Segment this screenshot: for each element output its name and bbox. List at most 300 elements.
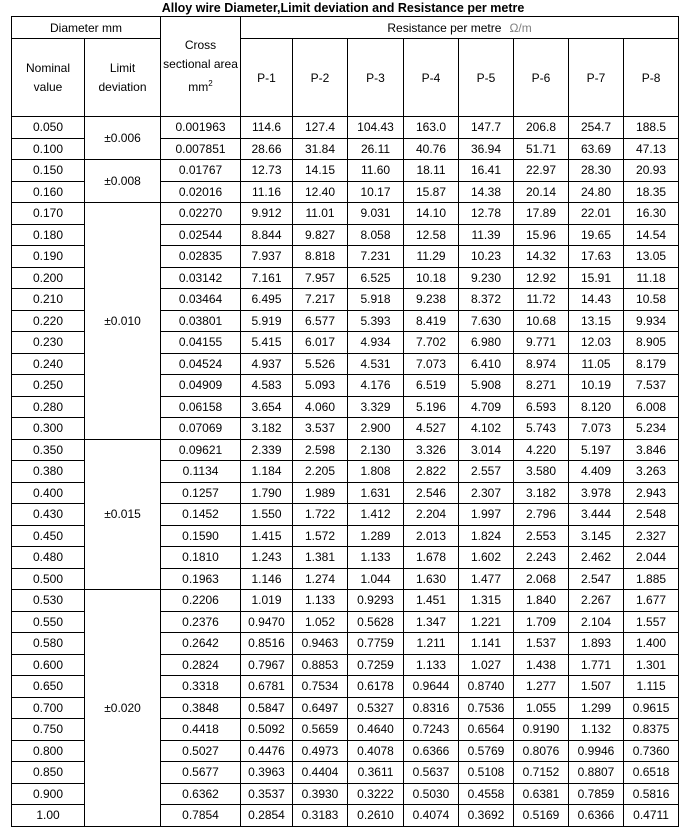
resistance-cell: 0.6366: [569, 805, 624, 827]
resistance-cell: 4.527: [404, 418, 459, 440]
resistance-cell: 3.978: [569, 482, 624, 504]
resistance-cell: 12.40: [293, 181, 348, 203]
resistance-cell: 26.11: [348, 138, 404, 160]
resistance-cell: 0.3183: [293, 805, 348, 827]
resistance-cell: 2.547: [569, 568, 624, 590]
table-row: [12, 160, 679, 182]
resistance-cell: 3.444: [569, 504, 624, 526]
header-grade: P-6: [514, 39, 569, 117]
resistance-cell: 5.415: [241, 332, 293, 354]
resistance-cell: 1.133: [404, 654, 459, 676]
area-cell: 0.5027: [161, 740, 241, 762]
resistance-cell: 14.43: [569, 289, 624, 311]
resistance-cell: 0.5769: [459, 740, 514, 762]
resistance-cell: 0.3611: [348, 762, 404, 784]
resistance-cell: 1.885: [624, 568, 679, 590]
resistance-cell: 1.824: [459, 525, 514, 547]
resistance-cell: 8.271: [514, 375, 569, 397]
area-cell: 0.04155: [161, 332, 241, 354]
resistance-cell: 6.525: [348, 267, 404, 289]
area-cell: 0.03464: [161, 289, 241, 311]
area-cell: 0.06158: [161, 396, 241, 418]
resistance-cell: 4.220: [514, 439, 569, 461]
resistance-cell: 14.32: [514, 246, 569, 268]
resistance-cell: 1.347: [404, 611, 459, 633]
resistance-cell: 0.5108: [459, 762, 514, 784]
nominal-cell: 0.600: [12, 654, 85, 676]
resistance-cell: 15.96: [514, 224, 569, 246]
resistance-cell: 5.526: [293, 353, 348, 375]
resistance-cell: 28.66: [241, 138, 293, 160]
resistance-cell: 14.15: [293, 160, 348, 182]
resistance-cell: 0.6497: [293, 697, 348, 719]
resistance-cell: 63.69: [569, 138, 624, 160]
resistance-cell: 2.205: [293, 461, 348, 483]
resistance-cell: 0.7152: [514, 762, 569, 784]
header-cross-section-label: Cross sectional area mm: [163, 38, 238, 94]
table-row: [12, 439, 679, 461]
area-cell: 0.02016: [161, 181, 241, 203]
resistance-cell: 0.3963: [241, 762, 293, 784]
resistance-cell: 22.97: [514, 160, 569, 182]
nominal-cell: 0.050: [12, 117, 85, 139]
resistance-cell: 0.8375: [624, 719, 679, 741]
resistance-cell: 1.630: [404, 568, 459, 590]
resistance-cell: 6.410: [459, 353, 514, 375]
resistance-cell: 5.197: [569, 439, 624, 461]
resistance-cell: 1.771: [569, 654, 624, 676]
resistance-cell: 5.393: [348, 310, 404, 332]
area-cell: 0.2206: [161, 590, 241, 612]
resistance-cell: 6.519: [404, 375, 459, 397]
resistance-cell: 7.937: [241, 246, 293, 268]
resistance-cell: 0.8740: [459, 676, 514, 698]
area-cell: 0.4418: [161, 719, 241, 741]
resistance-cell: 1.243: [241, 547, 293, 569]
resistance-cell: 1.052: [293, 611, 348, 633]
resistance-cell: 17.89: [514, 203, 569, 225]
resistance-cell: 20.93: [624, 160, 679, 182]
resistance-cell: 9.827: [293, 224, 348, 246]
area-cell: 0.007851: [161, 138, 241, 160]
nominal-cell: 0.280: [12, 396, 85, 418]
nominal-cell: 0.430: [12, 504, 85, 526]
resistance-cell: 31.84: [293, 138, 348, 160]
resistance-cell: 6.980: [459, 332, 514, 354]
resistance-cell: 1.132: [569, 719, 624, 741]
resistance-cell: 5.196: [404, 396, 459, 418]
resistance-cell: 20.14: [514, 181, 569, 203]
header-grade: P-3: [348, 39, 404, 117]
resistance-cell: 1.412: [348, 504, 404, 526]
header-grade: P-7: [569, 39, 624, 117]
nominal-cell: 1.00: [12, 805, 85, 827]
resistance-cell: 9.031: [348, 203, 404, 225]
area-cell: 0.01767: [161, 160, 241, 182]
header-nominal: Nominal value: [12, 39, 85, 117]
resistance-cell: 0.6564: [459, 719, 514, 741]
resistance-cell: 11.29: [404, 246, 459, 268]
resistance-cell: 0.7859: [569, 783, 624, 805]
resistance-table: [11, 16, 679, 827]
resistance-cell: 1.019: [241, 590, 293, 612]
resistance-cell: 0.6381: [514, 783, 569, 805]
resistance-cell: 51.71: [514, 138, 569, 160]
nominal-cell: 0.380: [12, 461, 85, 483]
nominal-cell: 0.800: [12, 740, 85, 762]
resistance-cell: 1.677: [624, 590, 679, 612]
resistance-cell: 0.4973: [293, 740, 348, 762]
resistance-cell: 36.94: [459, 138, 514, 160]
resistance-cell: 0.3537: [241, 783, 293, 805]
resistance-cell: 13.15: [569, 310, 624, 332]
resistance-cell: 9.934: [624, 310, 679, 332]
resistance-cell: 6.593: [514, 396, 569, 418]
resistance-cell: 1.507: [569, 676, 624, 698]
resistance-cell: 0.4711: [624, 805, 679, 827]
area-cell: 0.02544: [161, 224, 241, 246]
resistance-cell: 1.115: [624, 676, 679, 698]
nominal-cell: 0.200: [12, 267, 85, 289]
resistance-cell: 4.937: [241, 353, 293, 375]
resistance-cell: 2.339: [241, 439, 293, 461]
resistance-cell: 1.550: [241, 504, 293, 526]
resistance-cell: 1.808: [348, 461, 404, 483]
resistance-cell: 2.307: [459, 482, 514, 504]
resistance-cell: 1.572: [293, 525, 348, 547]
resistance-cell: 1.146: [241, 568, 293, 590]
nominal-cell: 0.240: [12, 353, 85, 375]
nominal-cell: 0.170: [12, 203, 85, 225]
area-cell: 0.2642: [161, 633, 241, 655]
resistance-cell: 5.918: [348, 289, 404, 311]
resistance-cell: 24.80: [569, 181, 624, 203]
resistance-cell: 8.179: [624, 353, 679, 375]
resistance-cell: 12.73: [241, 160, 293, 182]
resistance-cell: 0.5847: [241, 697, 293, 719]
resistance-cell: 47.13: [624, 138, 679, 160]
resistance-cell: 5.234: [624, 418, 679, 440]
deviation-cell: ±0.006: [85, 117, 161, 160]
resistance-cell: 2.044: [624, 547, 679, 569]
resistance-cell: 0.4476: [241, 740, 293, 762]
resistance-cell: 0.7360: [624, 740, 679, 762]
header-grade: P-1: [241, 39, 293, 117]
resistance-cell: 1.381: [293, 547, 348, 569]
resistance-cell: 0.9615: [624, 697, 679, 719]
resistance-cell: 1.477: [459, 568, 514, 590]
resistance-cell: 8.058: [348, 224, 404, 246]
area-cell: 0.001963: [161, 117, 241, 139]
header-resistance-unit: Ω/m: [509, 20, 532, 35]
resistance-cell: 0.7967: [241, 654, 293, 676]
resistance-cell: 8.372: [459, 289, 514, 311]
resistance-cell: 2.796: [514, 504, 569, 526]
resistance-cell: 0.4078: [348, 740, 404, 762]
resistance-cell: 2.943: [624, 482, 679, 504]
resistance-cell: 28.30: [569, 160, 624, 182]
resistance-cell: 15.91: [569, 267, 624, 289]
resistance-cell: 0.5659: [293, 719, 348, 741]
resistance-cell: 11.60: [348, 160, 404, 182]
resistance-cell: 11.05: [569, 353, 624, 375]
resistance-cell: 2.462: [569, 547, 624, 569]
resistance-cell: 19.65: [569, 224, 624, 246]
area-cell: 0.02835: [161, 246, 241, 268]
nominal-cell: 0.550: [12, 611, 85, 633]
resistance-cell: 2.548: [624, 504, 679, 526]
resistance-cell: 18.11: [404, 160, 459, 182]
resistance-cell: 18.35: [624, 181, 679, 203]
area-cell: 0.03142: [161, 267, 241, 289]
resistance-cell: 1.840: [514, 590, 569, 612]
resistance-cell: 10.58: [624, 289, 679, 311]
resistance-cell: 2.900: [348, 418, 404, 440]
area-cell: 0.3848: [161, 697, 241, 719]
resistance-cell: 0.3692: [459, 805, 514, 827]
resistance-cell: 0.5092: [241, 719, 293, 741]
area-cell: 0.07069: [161, 418, 241, 440]
resistance-cell: 1.221: [459, 611, 514, 633]
resistance-cell: 0.3930: [293, 783, 348, 805]
resistance-cell: 5.743: [514, 418, 569, 440]
resistance-cell: 3.846: [624, 439, 679, 461]
resistance-cell: 0.3222: [348, 783, 404, 805]
resistance-cell: 0.4640: [348, 719, 404, 741]
resistance-cell: 1.315: [459, 590, 514, 612]
resistance-cell: 3.537: [293, 418, 348, 440]
resistance-cell: 4.583: [241, 375, 293, 397]
resistance-cell: 1.055: [514, 697, 569, 719]
resistance-cell: 2.130: [348, 439, 404, 461]
resistance-cell: 0.4558: [459, 783, 514, 805]
resistance-cell: 4.531: [348, 353, 404, 375]
resistance-cell: 0.5628: [348, 611, 404, 633]
resistance-cell: 1.893: [569, 633, 624, 655]
resistance-cell: 0.6366: [404, 740, 459, 762]
nominal-cell: 0.210: [12, 289, 85, 311]
resistance-cell: 16.41: [459, 160, 514, 182]
resistance-cell: 2.553: [514, 525, 569, 547]
resistance-cell: 3.329: [348, 396, 404, 418]
area-cell: 0.1452: [161, 504, 241, 526]
resistance-cell: 5.093: [293, 375, 348, 397]
resistance-cell: 1.400: [624, 633, 679, 655]
resistance-cell: 12.58: [404, 224, 459, 246]
resistance-cell: 7.073: [404, 353, 459, 375]
resistance-cell: 2.822: [404, 461, 459, 483]
resistance-cell: 6.008: [624, 396, 679, 418]
resistance-cell: 1.451: [404, 590, 459, 612]
resistance-cell: 8.120: [569, 396, 624, 418]
nominal-cell: 0.220: [12, 310, 85, 332]
deviation-cell: ±0.015: [85, 439, 161, 590]
resistance-cell: 3.263: [624, 461, 679, 483]
resistance-cell: 1.211: [404, 633, 459, 655]
header-grade: P-2: [293, 39, 348, 117]
resistance-cell: 0.8853: [293, 654, 348, 676]
resistance-cell: 1.631: [348, 482, 404, 504]
resistance-cell: 9.230: [459, 267, 514, 289]
resistance-cell: 4.102: [459, 418, 514, 440]
header-grade: P-5: [459, 39, 514, 117]
resistance-cell: 14.54: [624, 224, 679, 246]
resistance-cell: 3.182: [241, 418, 293, 440]
header-resistance-group: [241, 17, 679, 39]
header-cross-section-sup: 2: [208, 79, 213, 88]
header-grade: P-4: [404, 39, 459, 117]
resistance-cell: 1.044: [348, 568, 404, 590]
resistance-cell: 17.63: [569, 246, 624, 268]
resistance-cell: 2.327: [624, 525, 679, 547]
resistance-cell: 1.274: [293, 568, 348, 590]
resistance-cell: 8.419: [404, 310, 459, 332]
resistance-cell: 188.5: [624, 117, 679, 139]
area-cell: 0.04524: [161, 353, 241, 375]
resistance-cell: 0.7259: [348, 654, 404, 676]
resistance-cell: 11.39: [459, 224, 514, 246]
area-cell: 0.1590: [161, 525, 241, 547]
resistance-cell: 9.238: [404, 289, 459, 311]
resistance-cell: 3.654: [241, 396, 293, 418]
resistance-cell: 0.8076: [514, 740, 569, 762]
resistance-cell: 7.161: [241, 267, 293, 289]
resistance-cell: 254.7: [569, 117, 624, 139]
resistance-cell: 0.2610: [348, 805, 404, 827]
nominal-cell: 0.500: [12, 568, 85, 590]
resistance-cell: 10.68: [514, 310, 569, 332]
header-resistance-label: Resistance per metre: [387, 20, 502, 35]
resistance-cell: 0.5169: [514, 805, 569, 827]
resistance-cell: 163.0: [404, 117, 459, 139]
resistance-cell: 15.87: [404, 181, 459, 203]
resistance-cell: 0.9644: [404, 676, 459, 698]
resistance-cell: 1.997: [459, 504, 514, 526]
resistance-cell: 0.8807: [569, 762, 624, 784]
resistance-cell: 3.014: [459, 439, 514, 461]
resistance-cell: 0.7536: [459, 697, 514, 719]
resistance-cell: 1.277: [514, 676, 569, 698]
resistance-cell: 16.30: [624, 203, 679, 225]
resistance-cell: 1.557: [624, 611, 679, 633]
resistance-cell: 2.243: [514, 547, 569, 569]
area-cell: 0.2376: [161, 611, 241, 633]
nominal-cell: 0.100: [12, 138, 85, 160]
resistance-cell: 2.546: [404, 482, 459, 504]
resistance-cell: 9.771: [514, 332, 569, 354]
area-cell: 0.1134: [161, 461, 241, 483]
nominal-cell: 0.400: [12, 482, 85, 504]
resistance-cell: 0.7243: [404, 719, 459, 741]
resistance-cell: 3.145: [569, 525, 624, 547]
resistance-cell: 7.957: [293, 267, 348, 289]
resistance-cell: 6.577: [293, 310, 348, 332]
resistance-cell: 22.01: [569, 203, 624, 225]
resistance-cell: 1.299: [569, 697, 624, 719]
resistance-cell: 206.8: [514, 117, 569, 139]
nominal-cell: 0.150: [12, 160, 85, 182]
resistance-cell: 7.630: [459, 310, 514, 332]
resistance-cell: 0.5327: [348, 697, 404, 719]
resistance-cell: 7.231: [348, 246, 404, 268]
resistance-cell: 11.01: [293, 203, 348, 225]
nominal-cell: 0.250: [12, 375, 85, 397]
resistance-cell: 2.598: [293, 439, 348, 461]
nominal-cell: 0.700: [12, 697, 85, 719]
header-limit: Limit deviation: [85, 39, 161, 117]
resistance-cell: 0.9190: [514, 719, 569, 741]
nominal-cell: 0.160: [12, 181, 85, 203]
nominal-cell: 0.230: [12, 332, 85, 354]
table-row: [12, 590, 679, 612]
resistance-cell: 1.027: [459, 654, 514, 676]
nominal-cell: 0.900: [12, 783, 85, 805]
area-cell: 0.1257: [161, 482, 241, 504]
resistance-cell: 0.6781: [241, 676, 293, 698]
resistance-cell: 8.844: [241, 224, 293, 246]
resistance-cell: 11.72: [514, 289, 569, 311]
nominal-cell: 0.450: [12, 525, 85, 547]
resistance-cell: 14.38: [459, 181, 514, 203]
nominal-cell: 0.180: [12, 224, 85, 246]
header-cross-section: [161, 17, 241, 117]
nominal-cell: 0.480: [12, 547, 85, 569]
resistance-cell: 7.217: [293, 289, 348, 311]
resistance-cell: 2.557: [459, 461, 514, 483]
resistance-cell: 0.5030: [404, 783, 459, 805]
table-row: [12, 203, 679, 225]
resistance-cell: 1.289: [348, 525, 404, 547]
resistance-cell: 4.409: [569, 461, 624, 483]
resistance-cell: 6.017: [293, 332, 348, 354]
resistance-cell: 3.580: [514, 461, 569, 483]
resistance-cell: 5.908: [459, 375, 514, 397]
resistance-cell: 10.23: [459, 246, 514, 268]
deviation-cell: ±0.008: [85, 160, 161, 203]
resistance-cell: 1.141: [459, 633, 514, 655]
resistance-cell: 10.19: [569, 375, 624, 397]
deviation-cell: ±0.020: [85, 590, 161, 827]
resistance-cell: 4.934: [348, 332, 404, 354]
resistance-cell: 6.495: [241, 289, 293, 311]
resistance-cell: 8.905: [624, 332, 679, 354]
nominal-cell: 0.580: [12, 633, 85, 655]
area-cell: 0.1963: [161, 568, 241, 590]
resistance-cell: 127.4: [293, 117, 348, 139]
resistance-cell: 2.013: [404, 525, 459, 547]
resistance-cell: 1.678: [404, 547, 459, 569]
resistance-cell: 40.76: [404, 138, 459, 160]
resistance-cell: 11.16: [241, 181, 293, 203]
nominal-cell: 0.190: [12, 246, 85, 268]
resistance-cell: 147.7: [459, 117, 514, 139]
resistance-cell: 1.301: [624, 654, 679, 676]
resistance-cell: 4.060: [293, 396, 348, 418]
area-cell: 0.04909: [161, 375, 241, 397]
resistance-cell: 0.7759: [348, 633, 404, 655]
nominal-cell: 0.750: [12, 719, 85, 741]
resistance-cell: 12.03: [569, 332, 624, 354]
resistance-cell: 8.818: [293, 246, 348, 268]
resistance-cell: 104.43: [348, 117, 404, 139]
resistance-cell: 1.184: [241, 461, 293, 483]
resistance-cell: 8.974: [514, 353, 569, 375]
resistance-cell: 0.9946: [569, 740, 624, 762]
resistance-cell: 1.133: [293, 590, 348, 612]
resistance-cell: 9.912: [241, 203, 293, 225]
header-diameter-group: Diameter mm: [12, 17, 161, 39]
area-cell: 0.2824: [161, 654, 241, 676]
